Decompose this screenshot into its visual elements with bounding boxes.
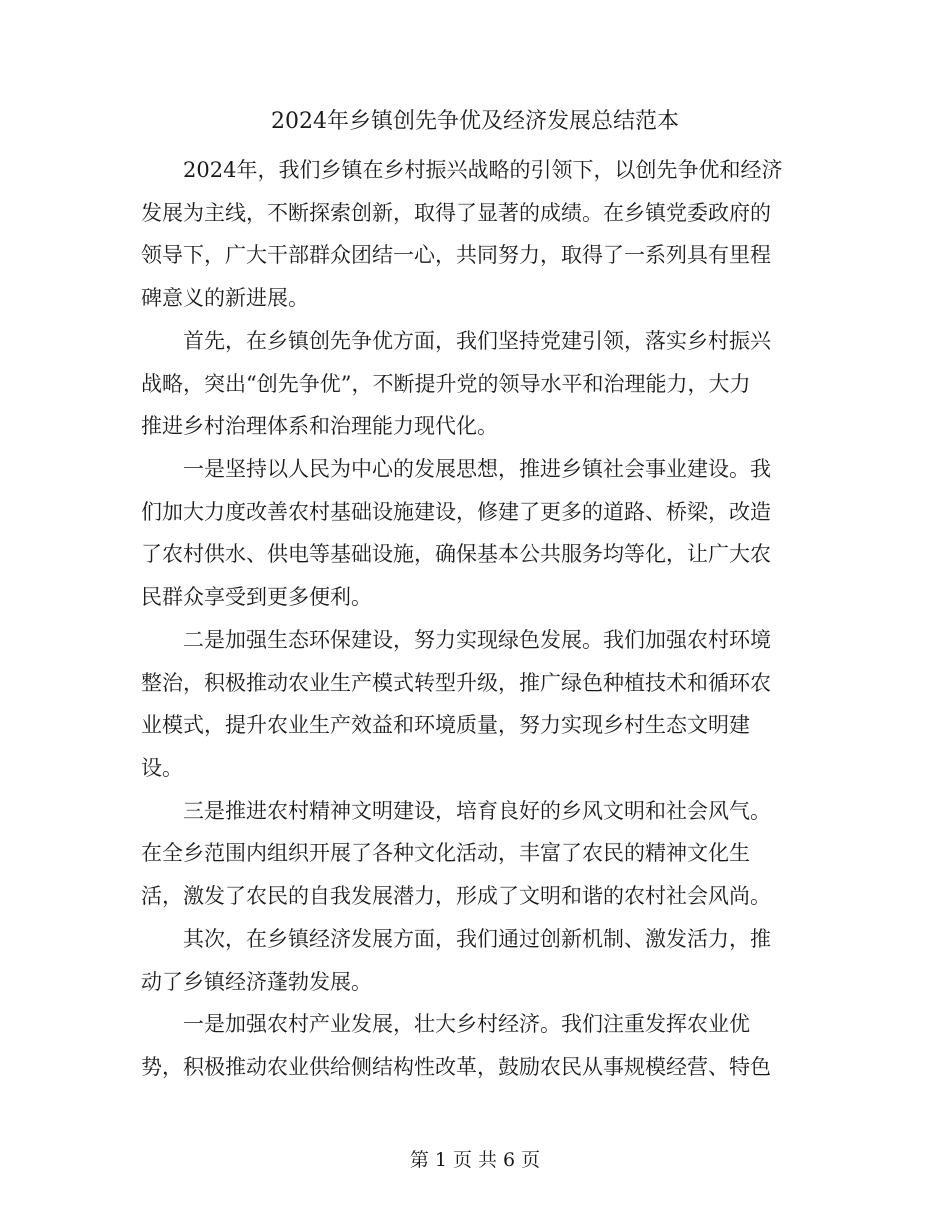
body-line: 民群众享受到更多便利。 <box>141 585 372 609</box>
body-line: 2024年，我们乡镇在乡村振兴战略的引领下，以创先争优和经济 <box>141 158 783 182</box>
body-line: 活，激发了农民的自我发展潜力，形成了文明和谐的农村社会风尚。 <box>141 884 771 908</box>
body-line: 在全乡范围内组织开展了各种文化活动，丰富了农民的精神文化生 <box>141 841 750 865</box>
body-line: 领导下，广大干部群众团结一心，共同努力，取得了一系列具有里程 <box>141 243 771 267</box>
body-line: 战略，突出“创先争优”，不断提升党的领导水平和治理能力，大力 <box>141 372 751 396</box>
body-line: 设。 <box>141 756 183 780</box>
body-line: 们加大力度改善农村基础设施建设，修建了更多的道路、桥梁，改造 <box>141 500 771 524</box>
body-line: 发展为主线，不断探索创新，取得了显著的成绩。在乡镇党委政府的 <box>141 201 771 225</box>
body-line: 其次，在乡镇经济发展方面，我们通过创新机制、激发活力，推 <box>141 927 771 951</box>
body-line: 一是加强农村产业发展，壮大乡村经济。我们注重发挥农业优 <box>141 1012 750 1036</box>
body-line: 一是坚持以人民为中心的发展思想，推进乡镇社会事业建设。我 <box>141 457 771 481</box>
document-title: 2024年乡镇创先争优及经济发展总结范本 <box>271 109 679 134</box>
body-line: 了农村供水、供电等基础设施，确保基本公共服务均等化，让广大农 <box>141 542 771 566</box>
page-number-footer: 第 1 页 共 6 页 <box>409 1149 541 1171</box>
body-line: 三是推进农村精神文明建设，培育良好的乡风文明和社会风气。 <box>141 799 771 823</box>
body-line: 二是加强生态环保建设，努力实现绿色发展。我们加强农村环境 <box>141 628 771 652</box>
body-line: 业模式，提升农业生产效益和环境质量，努力实现乡村生态文明建 <box>141 713 750 737</box>
body-line: 推进乡村治理体系和治理能力现代化。 <box>141 414 498 438</box>
body-line: 整治，积极推动农业生产模式转型升级，推广绿色种植技术和循环农 <box>141 671 771 695</box>
body-line: 动了乡镇经济蓬勃发展。 <box>141 970 372 994</box>
body-line: 碑意义的新进展。 <box>141 286 309 310</box>
body-line: 势，积极推动农业供给侧结构性改革，鼓励农民从事规模经营、特色 <box>141 1055 771 1079</box>
body-line: 首先，在乡镇创先争优方面，我们坚持党建引领，落实乡村振兴 <box>141 329 771 353</box>
